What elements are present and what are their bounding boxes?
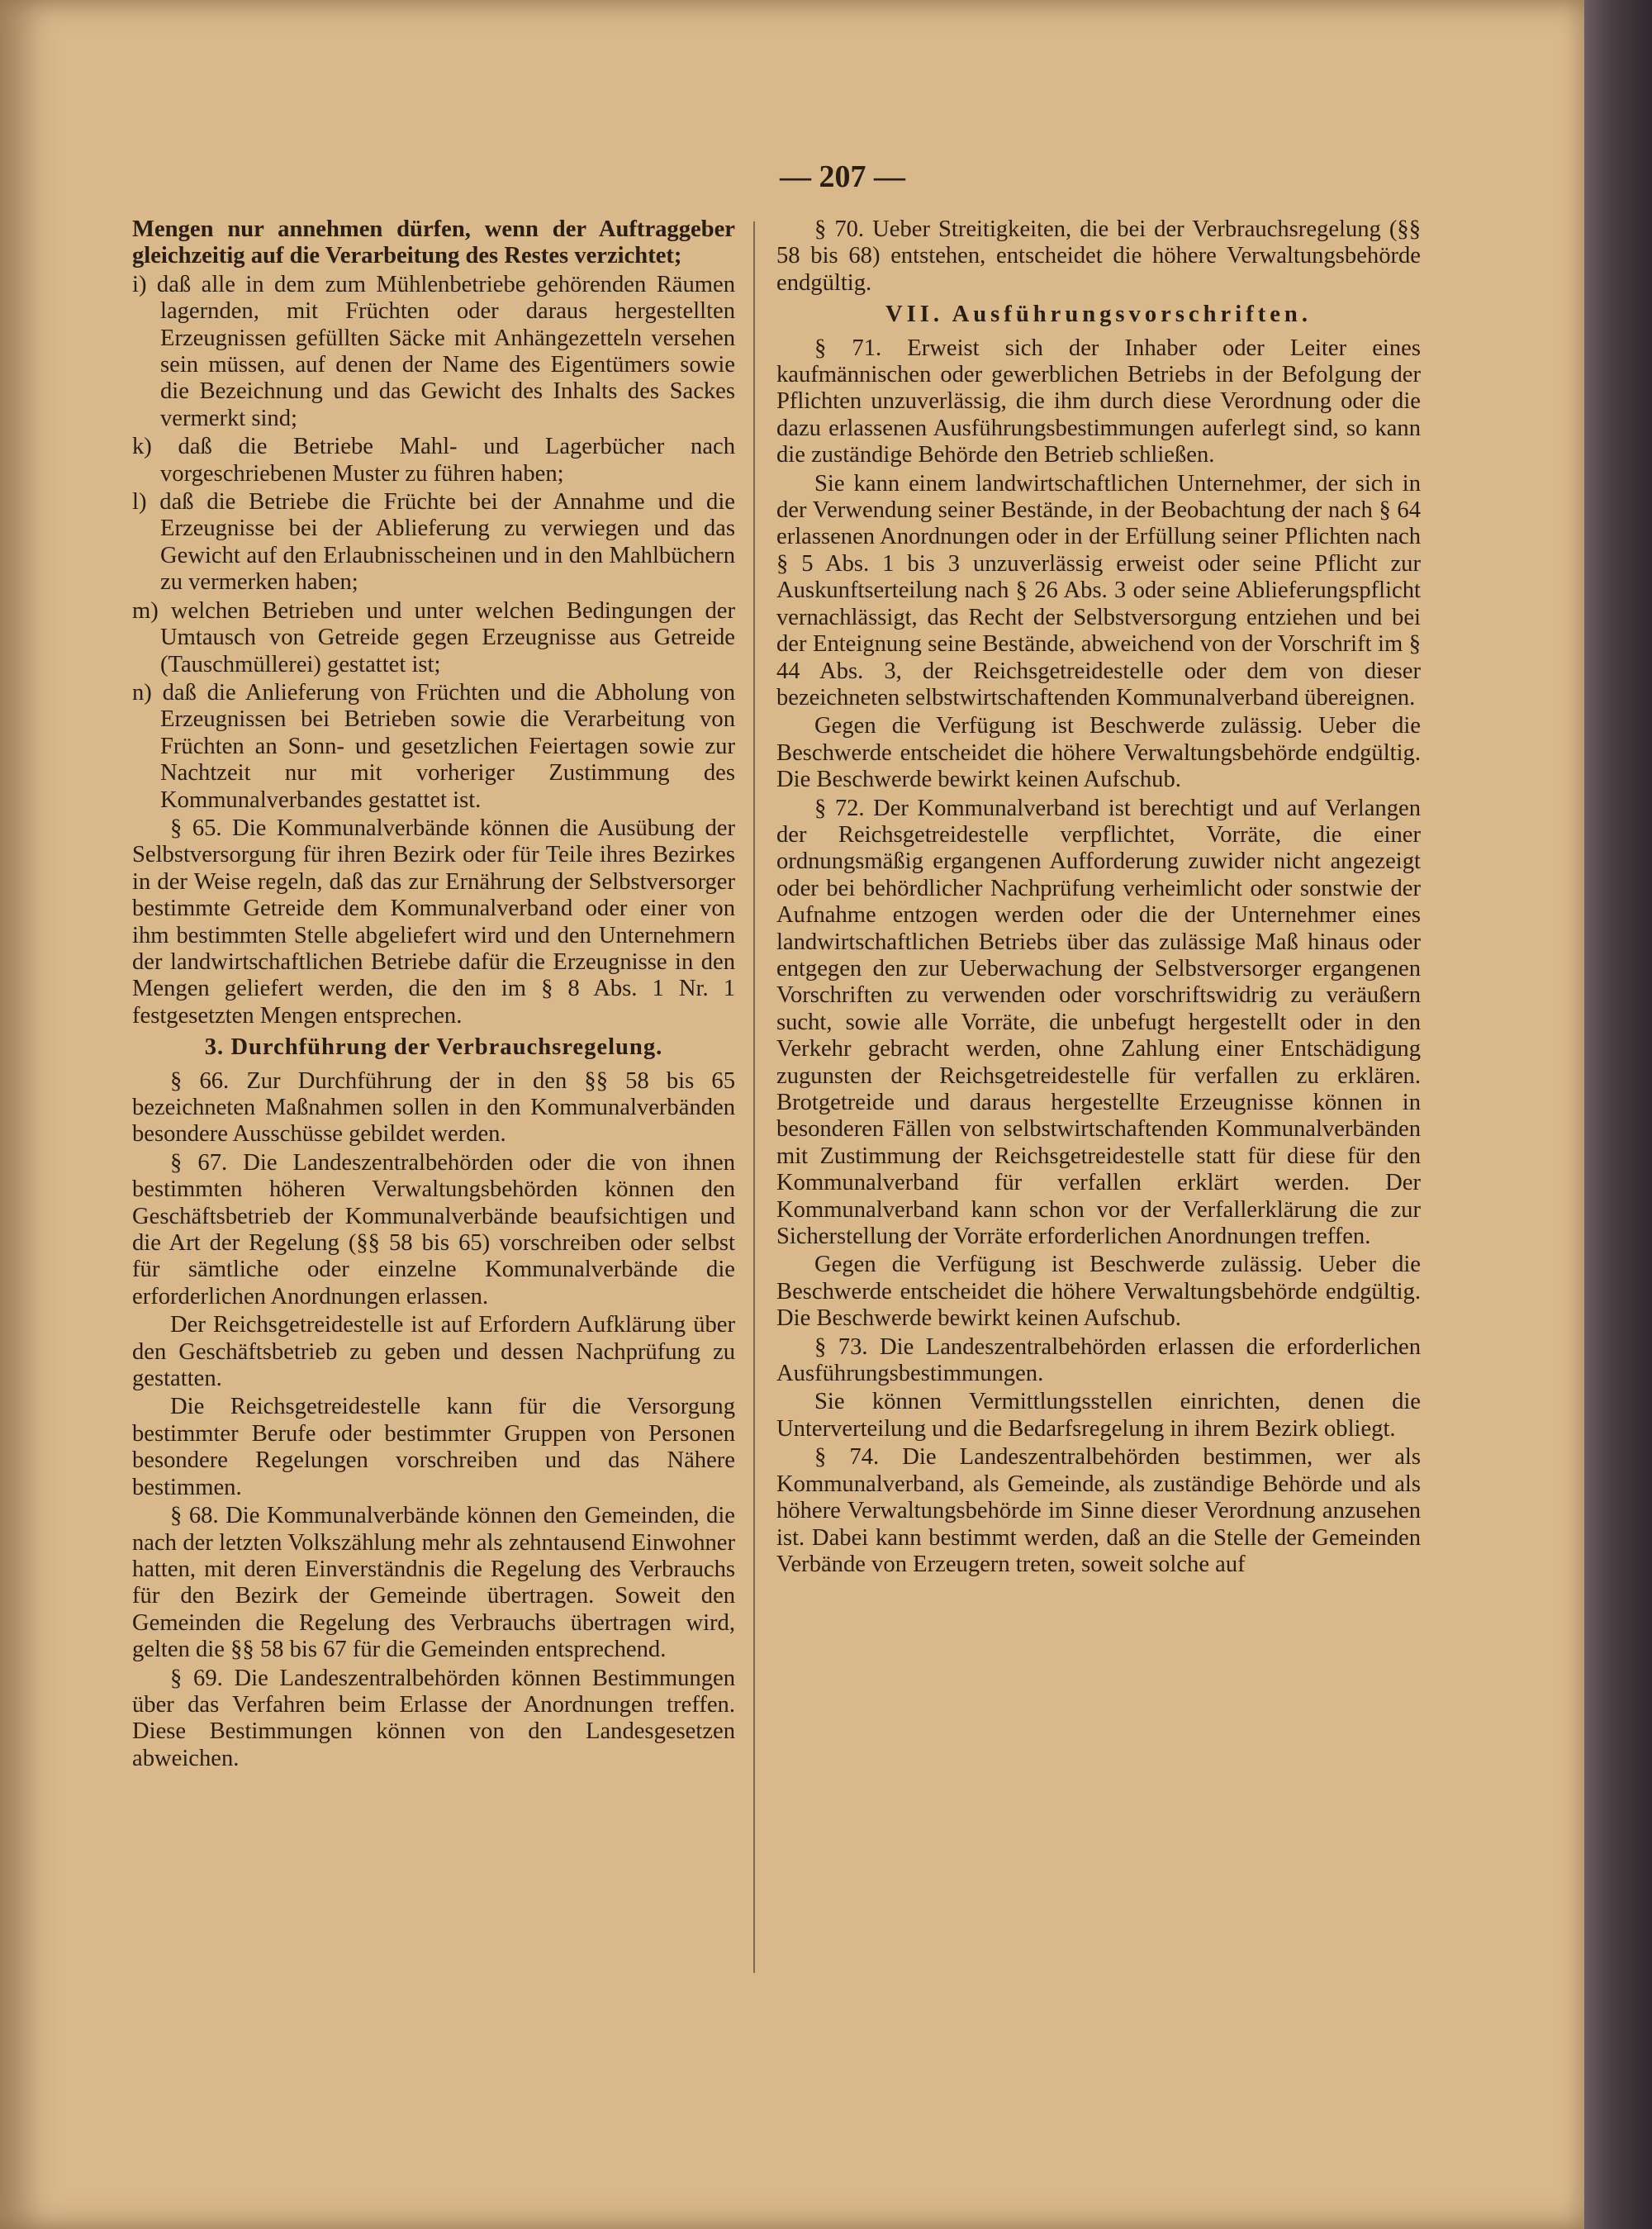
paragraph-72b: Gegen die Verfügung ist Beschwerde zulässig. Ueber die Beschwerde entscheidet die höhere Verwaltungsbehörde endgültig. Die Beschwerde bewirkt keinen Aufschub. — [776, 1252, 1421, 1332]
paragraph-70: § 70. Ueber Streitigkeiten, die bei der Verbrauchsregelung (§§ 58 bis 68) entstehen, entscheidet die höhere Verwaltungsbehörde endgültig. — [776, 216, 1421, 296]
paragraph-74: § 74. Die Landeszentralbehörden bestimmen, wer als Kommunalverband, als Gemeinde, als zuständige Behörde und als höhere Verwaltungsbehörde im Sinne dieser Verordnung anzusehen ist. Dabei kann bestimmt werden, daß an die Stelle der Gemeinden Verbände von Erzeugern treten, soweit solche auf — [776, 1444, 1421, 1577]
paragraph-72: § 72. Der Kommunalverband ist berechtigt und auf Verlangen der Reichsgetreidestelle verpflichtet, Vorräte, die einer ordnungsmäßig ergangenen Aufforderung zuwider nicht angezeigt oder bei behördlicher Nachprüfung verheimlicht oder sonstwie der Aufnahme entzogen werden oder die der Unternehmer eines landwirtschaftlichen Betriebs über das zulässige Maß hinaus oder entgegen den zur Ueberwachung der Selbstversorger ergangenen Vorschriften zu verwenden oder vorschriftswidrig zu veräußern sucht, sowie alle Vorräte, die unbefugt hergestellt oder in den Verkehr gebracht werden, ohne Zahlung einer Entschädigung zugunsten der Reichsgetreidestelle für verfallen zu erklären. Brotgetreide und daraus hergestellte Erzeugnisse können in besonderen Fällen von selbstwirtschaftenden Kommunalverbänden mit Zustimmung der Reichsgetreidestelle statt für diese für den Kommunalverband für verfallen erklärt werden. Der Kommunalverband kann schon vor der Verfallerklärung die zur Sicherstellung der Vorräte erforderlichen Anordnungen treffen. — [776, 795, 1421, 1250]
list-item-l: l) daß die Betriebe die Früchte bei der Annahme und die Erzeugnisse bei der Ablieferung zu verwiegen und das Gewicht auf den Erlaubnisscheinen und in den Mahlbüchern zu vermerken haben; — [132, 489, 735, 596]
section-heading-vii: VII. Ausführungsvorschriften. — [885, 302, 1312, 328]
paragraph-66: § 66. Zur Durchführung der in den §§ 58 bis 65 bezeichneten Maßnahmen sollen in den Kommunalverbänden besondere Ausschüsse gebildet werden. — [132, 1067, 735, 1148]
list-item-i: i) daß alle in dem zum Mühlenbetriebe gehörenden Räumen lagernden, mit Früchten oder daraus hergestellten Erzeugnissen gefüllten Säcke mit Anhängezetteln versehen sein müssen, auf denen der Name des Eigentümers sowie die Bezeichnung und das Gewicht des Inhalts des Sackes vermerkt sind; — [132, 271, 735, 431]
paragraph-73b: Sie können Vermittlungsstellen einrichten, denen die Unterverteilung und die Bedarfsregelung in ihrem Bezirk obliegt. — [776, 1389, 1421, 1442]
paragraph-73: § 73. Die Landeszentralbehörden erlassen die erforderlichen Ausführungsbestimmungen. — [776, 1333, 1421, 1387]
paragraph-67c: Die Reichsgetreidestelle kann für die Versorgung bestimmter Berufe oder bestimmter Gruppen von Personen besondere Regelungen vorschreiben und das Nähere bestimmen. — [132, 1394, 735, 1500]
paragraph-71: § 71. Erweist sich der Inhaber oder Leiter eines kaufmännischen oder gewerblichen Betriebs in der Befolgung der Pflichten unzuverlässig, die ihm durch diese Verordnung oder die dazu erlassenen Ausführungsbestimmungen auferlegt sind, so kann die zuständige Behörde den Betrieb schließen. — [776, 335, 1421, 468]
paragraph-71b: Sie kann einem landwirtschaftlichen Unternehmer, der sich in der Verwendung seiner Bestände, in der Beobachtung der nach § 64 erlassenen Anordnungen oder in der Erfüllung seiner Pflichten nach § 5 Abs. 1 bis 3 unzuverlässig erweist oder seine Pflicht zur Auskunftserteilung nach § 26 Abs. 3 oder seine Ablieferungspflicht vernachlässigt, das Recht der Selbstversorgung entziehen und bei der Enteignung seine Bestände, abweichend von der Vorschrift im § 44 Abs. 3, der Reichsgetreidestelle oder dem von dieser bezeichneten selbstwirtschaftenden Kommunalverband übereignen. — [776, 470, 1421, 711]
paragraph-65: § 65. Die Kommunalverbände können die Ausübung der Selbstversorgung für ihren Bezirk oder für Teile ihres Bezirkes in der Weise regeln, daß das zur Ernährung der Selbstversorger bestimmte Getreide dem Kommunalverband oder einer von ihm bestimmten Stelle abgeliefert wird und den Unternehmern der landwirtschaftlichen Betriebe dafür die Erzeugnisse in den Mengen geliefert werden, die den im § 8 Abs. 1 Nr. 1 festgesetzten Mengen entsprechen. — [132, 815, 735, 1029]
book-spine — [1584, 0, 1652, 2229]
section-heading-3: 3. Durchführung der Verbrauchsregelung. — [204, 1034, 663, 1061]
list-item-m: m) welchen Betrieben und unter welchen Bedingungen der Umtausch von Getreide gegen Erzeugnisse aus Getreide (Tauschmüllerei) gestattet ist; — [132, 597, 735, 677]
list-item-k: k) daß die Betriebe Mahl- und Lagerbücher nach vorgeschriebenen Muster zu führen haben; — [132, 434, 735, 487]
list-item-n: n) daß die Anlieferung von Früchten und die Abholung von Erzeugnissen bei Betrieben sowie die Verarbeitung von Früchten an Sonn- und gesetzlichen Feiertagen sowie zur Nachtzeit nur mit vorheriger Zustimmung des Kommunalverbandes gestattet ist. — [132, 679, 735, 813]
intro-text: Mengen nur annehmen dürfen, wenn der Auftraggeber gleichzeitig auf die Verarbeitung des Restes verzichtet; — [132, 216, 735, 269]
left-column — [132, 216, 735, 1774]
paragraph-68: § 68. Die Kommunalverbände können den Gemeinden, die nach der letzten Volkszählung mehr als zehntausend Einwohner hatten, mit deren Einverständnis die Regelung des Verbrauchs für den Bezirk der Gemeinde übertragen. Soweit den Gemeinden die Regelung des Verbrauchs übertragen wird, gelten die §§ 58 bis 67 für die Gemeinden entsprechend. — [132, 1503, 735, 1663]
paragraph-71c: Gegen die Verfügung ist Beschwerde zulässig. Ueber die Beschwerde entscheidet die höhere Verwaltungsbehörde endgültig. Die Beschwerde bewirkt keinen Aufschub. — [776, 713, 1421, 793]
right-column — [776, 216, 1421, 1580]
paragraph-67: § 67. Die Landeszentralbehörden oder die von ihnen bestimmten höheren Verwaltungsbehörden können den Geschäftsbetrieb der Kommunalverbände beaufsichtigen und die Art der Regelung (§§ 58 bis 65) vorschreiben oder selbst für sämtliche oder einzelne Kommunalverbände die erforderlichen Anordnungen erlassen. — [132, 1149, 735, 1309]
page-number: — 207 — — [780, 159, 905, 194]
paragraph-67b: Der Reichsgetreidestelle ist auf Erfordern Aufklärung über den Geschäftsbetrieb zu geben und dessen Nachprüfung zu gestatten. — [132, 1312, 735, 1392]
paragraph-69: § 69. Die Landeszentralbehörden können Bestimmungen über das Verfahren beim Erlasse der Anordnungen treffen. Diese Bestimmungen können von den Landesgesetzen abweichen. — [132, 1665, 735, 1771]
column-divider — [753, 221, 755, 1973]
